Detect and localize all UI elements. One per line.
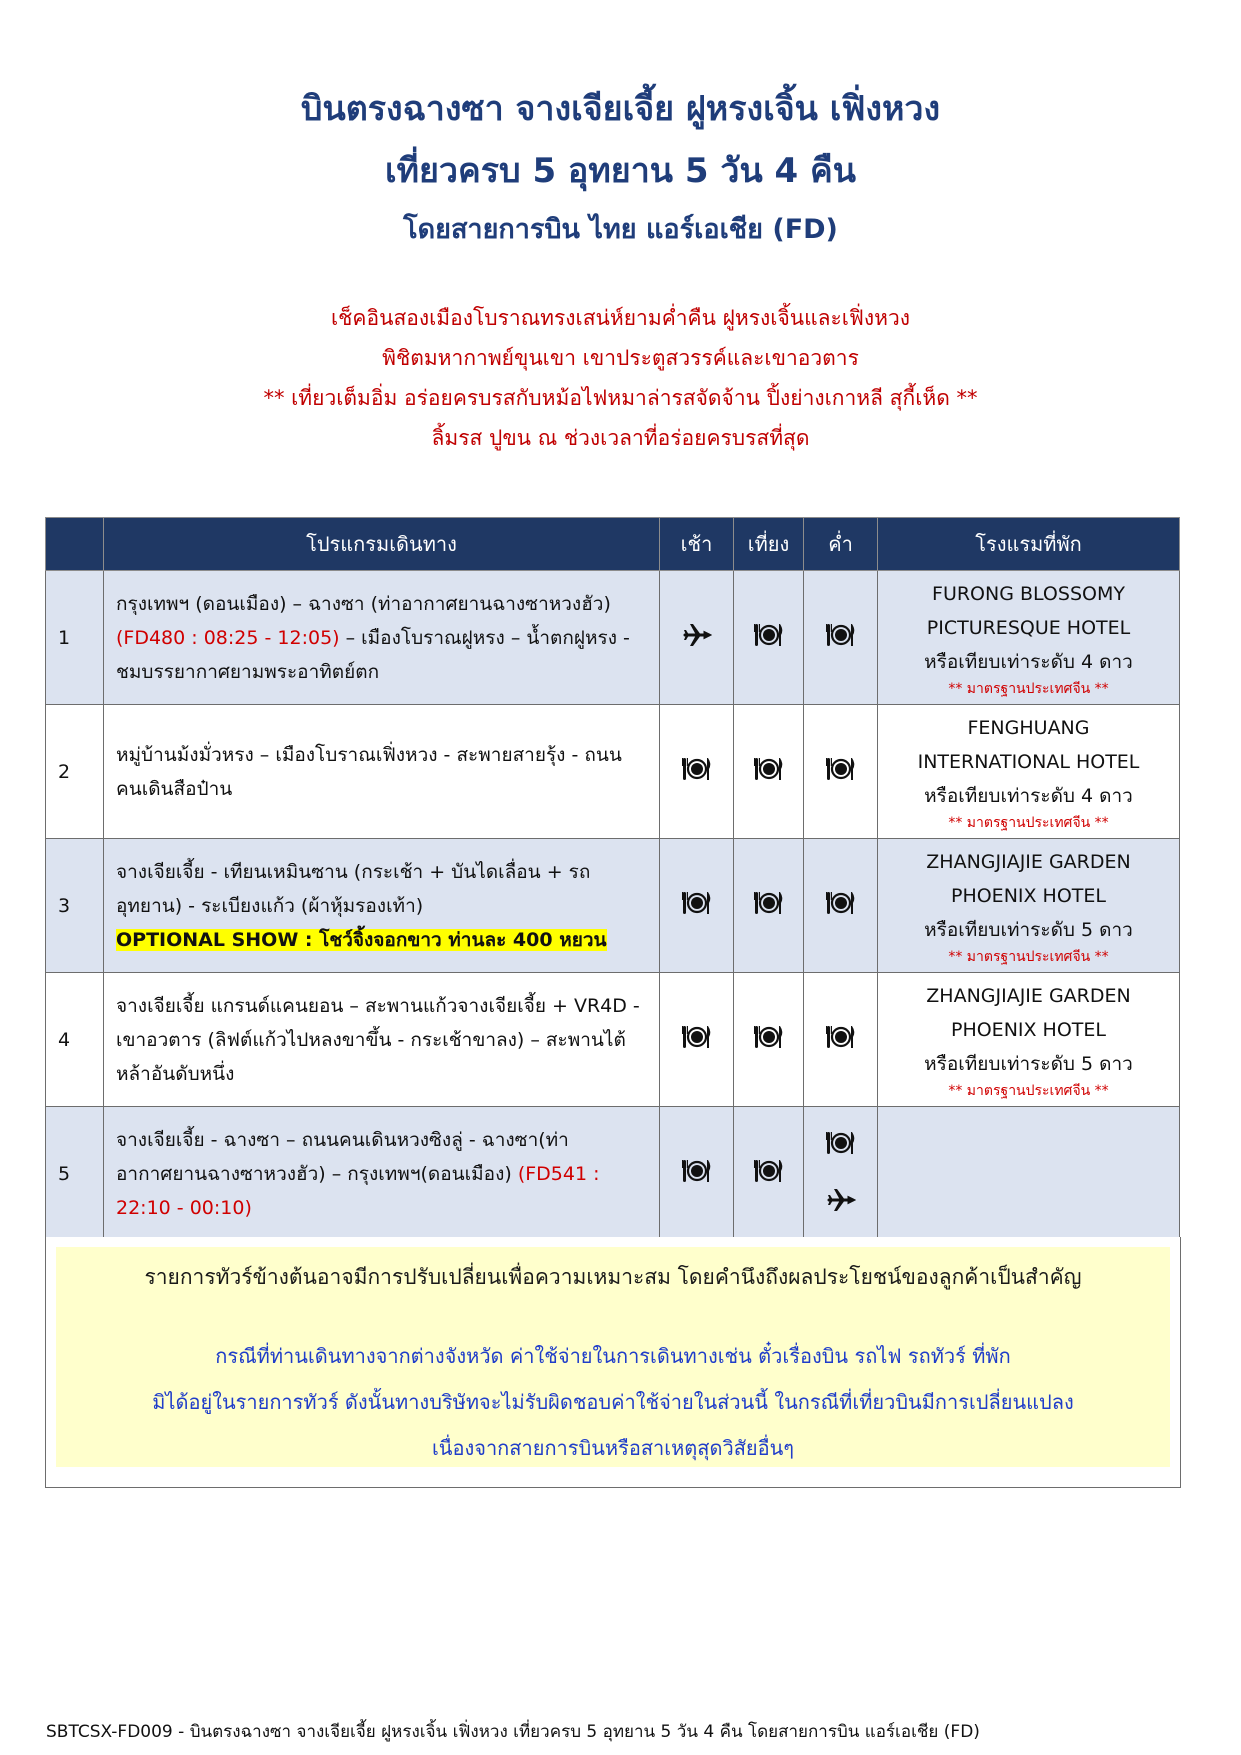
breakfast-cell — [660, 973, 734, 1107]
dinner-cell — [804, 705, 878, 839]
note-travel-3: เนื่องจากสายการบินหรือสาเหตุสุดวิสัยอื่นๆ — [431, 1436, 795, 1460]
title-block — [0, 78, 1241, 258]
plate-cutlery-icon — [753, 754, 785, 789]
plate-cutlery-icon — [753, 888, 785, 923]
breakfast-cell — [660, 1107, 734, 1241]
note-travel-2: มิได้อยู่ในรายการทัวร์ ดังนั้นทางบริษัทจะไม่รับผิดชอบค่าใช้จ่ายในส่วนนี้ ในกรณีที่เที่ยวบินมีการเปลี่ยนแปลง — [152, 1390, 1074, 1414]
program-cell — [104, 973, 660, 1107]
hotel-standard: ** มาตรฐานประเทศจีน ** — [948, 1082, 1109, 1099]
hotel-rating: หรือเทียบเท่าระดับ 4 ดาว — [924, 650, 1133, 673]
hotel-name-2: INTERNATIONAL HOTEL — [917, 750, 1140, 773]
highlight-2: พิชิตมหากาพย์ขุนเขา เขาประตูสวรรค์และเขาอวตาร — [382, 346, 859, 370]
hotel-name-1: FURONG BLOSSOMY — [932, 582, 1125, 605]
table-row — [46, 973, 1180, 1107]
program-text: จางเจียเจี้ย - ฉางซา – ถนนคนเดินหวงซิงลู่ - ฉางซา(ท่าอากาศยานฉางซาหวงฮัว) – กรุงเทพฯ(ดอนเมือง) — [116, 1128, 569, 1185]
notes-box — [45, 1237, 1181, 1488]
table-row — [46, 839, 1180, 973]
hotel-name-1: FENGHUANG — [967, 716, 1090, 739]
hotel-cell — [878, 571, 1180, 705]
day-number: 2 — [46, 705, 104, 839]
footer: SBTCSX-FD009 - บินตรงฉางซา จางเจียเจี้ย ฝูหรงเจิ้น เฟิ่งหวง เที่ยวครบ 5 อุทยาน 5 วัน 4 คืน โดยสายการบิน แอร์เอเชีย (FD) — [46, 1722, 980, 1742]
optional-show: OPTIONAL SHOW : โชว์จิ้งจอกขาว ท่านละ 400 หยวน — [116, 928, 607, 951]
day-number: 3 — [46, 839, 104, 973]
plate-cutlery-icon — [825, 754, 857, 789]
day-number: 1 — [46, 571, 104, 705]
lunch-cell — [734, 705, 804, 839]
program-cell — [104, 839, 660, 973]
hotel-cell — [878, 705, 1180, 839]
hotel-name-2: PICTURESQUE HOTEL — [926, 616, 1131, 639]
hotel-cell — [878, 1107, 1180, 1241]
header-breakfast: เช้า — [660, 518, 734, 571]
day-number: 5 — [46, 1107, 104, 1241]
hotel-rating: หรือเทียบเท่าระดับ 4 ดาว — [924, 784, 1133, 807]
plane-icon — [682, 620, 712, 655]
breakfast-cell — [660, 839, 734, 973]
note-travel-1: กรณีที่ท่านเดินทางจากต่างจังหวัด ค่าใช้จ่ายในการเดินทางเช่น ตั๋วเรื่องบิน รถไฟ รถทัวร์ ที่พัก — [215, 1344, 1011, 1368]
header-hotel: โรงแรมที่พัก — [878, 518, 1180, 571]
table-row — [46, 705, 1180, 839]
hotel-rating: หรือเทียบเท่าระดับ 5 ดาว — [924, 918, 1133, 941]
highlight-3: ** เที่ยวเต็มอิ่ม อร่อยครบรสกับหม้อไฟหมาล่ารสจัดจ้าน ปิ้งย่างเกาหลี สุกี้เห็ด ** — [263, 386, 978, 410]
program-cell — [104, 705, 660, 839]
program-cell — [104, 571, 660, 705]
program-cell — [104, 1107, 660, 1241]
plate-cutlery-icon — [825, 620, 857, 655]
hotel-standard: ** มาตรฐานประเทศจีน ** — [948, 680, 1109, 697]
hotel-standard: ** มาตรฐานประเทศจีน ** — [948, 948, 1109, 965]
dinner-cell — [804, 973, 878, 1107]
hotel-name-2: PHOENIX HOTEL — [950, 1018, 1106, 1041]
hotel-cell — [878, 839, 1180, 973]
lunch-cell — [734, 571, 804, 705]
hotel-name-1: ZHANGJIAJIE GARDEN — [926, 984, 1131, 1007]
plate-cutlery-icon — [753, 620, 785, 655]
plane-icon — [826, 1185, 856, 1220]
note-travel — [56, 1333, 1170, 1471]
title-line-2: เที่ยวครบ 5 อุทยาน 5 วัน 4 คืน — [384, 151, 857, 191]
program-text: หมู่บ้านม้งมั่วหรง – เมืองโบราณเฟิ่งหวง - สะพายสายรุ้ง - ถนนคนเดินสือป๋าน — [116, 743, 622, 800]
table-row — [46, 1107, 1180, 1241]
plate-cutlery-icon — [681, 1022, 713, 1057]
dinner-cell — [804, 839, 878, 973]
lunch-cell — [734, 1107, 804, 1241]
program-text-after: – เมืองโบราณฝูหรง – น้ำตกฝูหรง - ชมบรรยากาศยามพระอาทิตย์ตก — [116, 626, 630, 683]
plate-cutlery-icon — [681, 754, 713, 789]
plate-cutlery-icon — [753, 1022, 785, 1057]
table-row — [46, 571, 1180, 705]
header-lunch: เที่ยง — [734, 518, 804, 571]
header-dinner: ค่ำ — [804, 518, 878, 571]
notes-highlight — [56, 1247, 1170, 1467]
breakfast-cell — [660, 705, 734, 839]
lunch-cell — [734, 839, 804, 973]
highlights — [0, 298, 1241, 458]
plate-cutlery-icon — [825, 1128, 857, 1163]
plate-cutlery-icon — [681, 1156, 713, 1191]
day-number: 4 — [46, 973, 104, 1107]
title-line-3: โดยสายการบิน ไทย แอร์เอเชีย (FD) — [403, 214, 838, 245]
program-text: จางเจียเจี้ย แกรนด์แคนยอน – สะพานแก้วจางเจียเจี้ย + VR4D - เขาอวตาร (ลิฟต์แก้วไปหลงขาขึ้น - กระเช้าขาลง) – สะพานไต้หล้าอันดับหนึ่ง — [116, 994, 640, 1085]
plate-cutlery-icon — [825, 888, 857, 923]
note-disclaimer: รายการทัวร์ข้างต้นอาจมีการปรับเปลี่ยนเพื่อความเหมาะสม โดยคำนึงถึงผลประโยชน์ของลูกค้าเป็นสำคัญ — [144, 1265, 1082, 1289]
dinner-cell — [804, 571, 878, 705]
highlight-1: เช็คอินสองเมืองโบราณทรงเสน่ห์ยามค่ำคืน ฝูหรงเจิ้นและเฟิ่งหวง — [331, 306, 910, 330]
hotel-rating: หรือเทียบเท่าระดับ 5 ดาว — [924, 1052, 1133, 1075]
header-day — [46, 518, 104, 571]
lunch-cell — [734, 973, 804, 1107]
flight-info: (FD480 : 08:25 - 12:05) — [116, 626, 340, 649]
hotel-standard: ** มาตรฐานประเทศจีน ** — [948, 814, 1109, 831]
itinerary-table — [45, 517, 1180, 1241]
program-text: กรุงเทพฯ (ดอนเมือง) – ฉางซา (ท่าอากาศยานฉางซาหวงฮัว) — [116, 592, 611, 615]
table-header-row — [46, 518, 1180, 571]
title-line-1: บินตรงฉางซา จางเจียเจี้ย ฝูหรงเจิ้น เฟิ่งหวง — [300, 89, 941, 129]
plate-cutlery-icon — [825, 1022, 857, 1057]
highlight-4: ลิ้มรส ปูขน ณ ช่วงเวลาที่อร่อยครบรสที่สุด — [431, 426, 810, 450]
header-program: โปรแกรมเดินทาง — [104, 518, 660, 571]
hotel-name-2: PHOENIX HOTEL — [950, 884, 1106, 907]
hotel-cell — [878, 973, 1180, 1107]
dinner-cell — [804, 1107, 878, 1241]
plate-cutlery-icon — [753, 1156, 785, 1191]
breakfast-cell — [660, 571, 734, 705]
flight-info: (FD541 : 22:10 - 00:10) — [116, 1162, 600, 1219]
program-text: จางเจียเจี้ย - เทียนเหมินซาน (กระเช้า + บันไดเลื่อน + รถอุทยาน) - ระเบียงแก้ว (ผ้าหุ้มรองเท้า) — [116, 860, 591, 917]
plate-cutlery-icon — [681, 888, 713, 923]
hotel-name-1: ZHANGJIAJIE GARDEN — [926, 850, 1131, 873]
